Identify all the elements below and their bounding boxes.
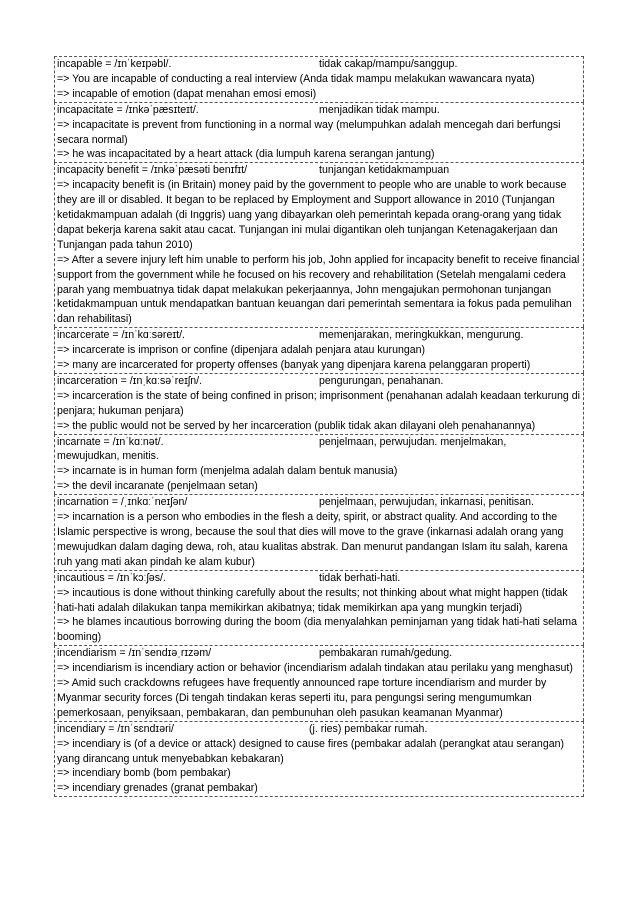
entry-line: => incarceration is the state of being confined in prison; imprisonment (penahanan adalah keadaan terkurung di penjara; hukuman penjara) (57, 389, 580, 417)
vocabulary-list (54, 56, 584, 797)
entry-gloss: pembakaran rumah/gedung. (319, 647, 453, 660)
entry-line: => he was incapacitated by a heart attack (dia lumpuh karena serangan jantung) (57, 148, 435, 161)
entry-incendiary (54, 721, 584, 798)
entry-term: incapacity benefit = /ɪnkəˈpæsəti benɪfɪt/ (57, 164, 248, 177)
entry-line: => incarnate is in human form (menjelma adalah dalam bentuk manusia) (57, 465, 398, 478)
entry-term: incarnation = /ˌɪnkɑːˈneɪʃən/ (57, 496, 188, 509)
entry-incarnation (54, 494, 584, 570)
entry-line: => incapable of emotion (dapat menahan emosi emosi) (57, 87, 317, 100)
entry-gloss: (j. ries) pembakar rumah. (309, 722, 428, 735)
entry-line: => many are incarcerated for property offenses (banyak yang dipenjara karena pelanggaran properti) (57, 359, 531, 372)
entry-line: => incautious is done without thinking carefully about the results; not thinking about what might happen (tidak hati-hati adalah dilakukan tanpa memikirkan akibatnya; tidak memikirkan apa yang mungkin terjadi) (57, 586, 568, 614)
entry-term: incapacitate = /ɪnkəˈpæsɪteɪt/. (57, 103, 199, 116)
entry-term: incendiary = /ɪnˈsɛndɪəri/ (57, 722, 174, 735)
entry-term: incarnate = /ɪnˈkɑːnət/. (57, 435, 164, 448)
entry-line: => the public would not be served by her incarceration (publik tidak akan dilayani oleh penahanannya) (57, 419, 536, 432)
entry-term: incautious = /ɪnˈkɔːʃəs/. (57, 571, 166, 584)
entry-term: incendiarism = /ɪnˈsendɪəˌrɪzəm/ (57, 647, 212, 660)
entry-incendiarism (54, 645, 584, 721)
entry-term: incarceration = /ɪnˌkɑːsəˈreɪʃn/. (57, 374, 203, 387)
entry-gloss: memenjarakan, meringkukkan, mengurung. (319, 329, 524, 342)
entry-incapable (54, 56, 584, 102)
entry-line: => he blames incautious borrowing during the boom (dia menyalahkan peminjaman yang tidak hati-hati selama booming) (57, 616, 577, 644)
entry-line: => Amid such crackdowns refugees have frequently announced rape torture incendiarism and murder by Myanmar security forces (Di tengah tindakan keras seperti itu, para pengungsi sering mengumumkan pemerkosaan, penyiksaan, pembakaran, dan pembunuhan oleh pasukan keamanan Myanmar) (57, 677, 547, 719)
entry-incarceration (54, 373, 584, 434)
entry-line: => incendiary is (of a device or attack) designed to cause fires (pembakar adalah (perangkat atau serangan) yang dirancang untuk menyebabkan kebakaran) (57, 737, 565, 765)
entry-line: => incapacitate is prevent from functioning in a normal way (melumpuhkan adalah mencegah dari berfungsi secara normal) (57, 118, 561, 146)
entry-incautious (54, 570, 584, 646)
entry-line: => incendiary grenades (granat pembakar) (57, 782, 258, 795)
entry-line: => incendiary bomb (bom pembakar) (57, 767, 231, 780)
entry-gloss: pengurungan, penahanan. (319, 374, 444, 387)
entry-line: => incarnation is a person who embodies in the flesh a deity, spirit, or abstract quality. And according to the Islamic perspective is wrong, because the soul that dies will move to the grave (inkarnasi adalah orang yang mewujudkan dalam daging dewa, roh, atau kualitas abstrak. Dan menurut pandangan Islam itu salah, karena ruh yang mati akan pindah ke alam kubur) (57, 511, 568, 568)
entry-gloss: penjelmaan, perwujudan. menjelmakan, (319, 435, 507, 448)
entry-term: incarcerate = /ɪnˈkɑːsəreɪt/. (57, 329, 185, 342)
entry-line: => incendiarism is incendiary action or behavior (incendiarism adalah tindakan atau perilaku yang menghasut) (57, 662, 573, 675)
entry-gloss: tidak cakap/mampu/sanggup. (319, 58, 458, 70)
entry-gloss: menjadikan tidak mampu. (319, 103, 440, 116)
entry-term: incapable = /ɪnˈkeɪpəbl/. (57, 58, 172, 70)
entry-line: => the devil incaranate (penjelmaan setan) (57, 480, 258, 493)
entry-line: => You are incapable of conducting a real interview (Anda tidak mampu melakukan wawancara nyata) (57, 72, 535, 85)
entry-line: => incarcerate is imprison or confine (dipenjara adalah penjara atau kurungan) (57, 344, 426, 357)
entry-gloss: penjelmaan, perwujudan, inkarnasi, penitisan. (319, 496, 534, 509)
entry-line: => After a severe injury left him unable to perform his job, John applied for incapacity benefit to receive financial support from the government while he focused on his recovery and rehabilitation (Setelah mengalami cedera parah yang membuatnya tidak dapat melakukan pekerjaannya, John mengajukan permohonan tunjangan ketidakmampuan untuk mendapatkan bantuan keuangan dari pemerintah sementara ia fokus pada pemulihan dan rehabilitasi) (57, 253, 580, 326)
entry-incapacity-benefit (54, 162, 584, 327)
entry-gloss: tidak berhati-hati. (319, 571, 401, 584)
entry-line: mewujudkan, menitis. (57, 450, 159, 463)
entry-line: => incapacity benefit is (in Britain) money paid by the government to people who are unable to work because they are ill or disabled. It began to be replaced by Employment and Support allowance in 2010 (Tunjangan ketidakmampuan adalah (di Inggris) uang yang dibayarkan oleh pemerintah kepada orang-orang yang tidak dapat bekerja karena sakit atau cacat. Tunjangan ini mulai digantikan oleh tunjangan Ketenagakerjaan dan Tunjangan pada tahun 2010) (57, 179, 567, 251)
entry-incapacitate (54, 102, 584, 163)
entry-gloss: tunjangan ketidakmampuan (319, 164, 450, 177)
entry-incarnate (54, 434, 584, 495)
entry-incarcerate (54, 327, 584, 373)
